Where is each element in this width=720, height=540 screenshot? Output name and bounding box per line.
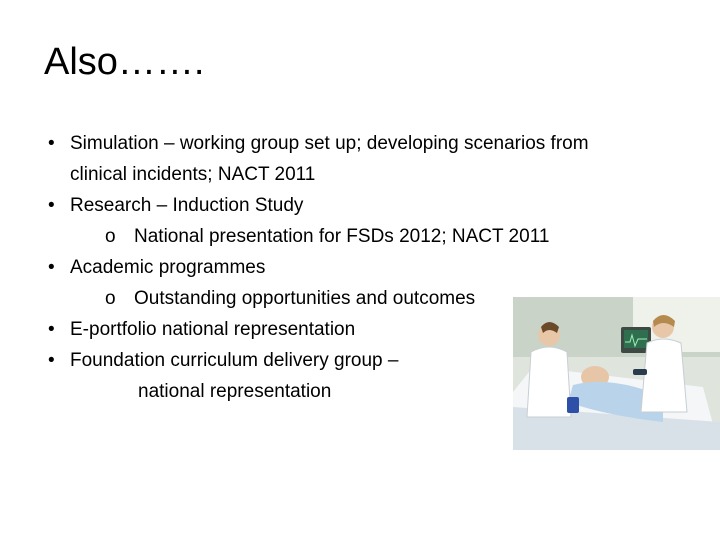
sub-bullet-marker: o [105,288,116,309]
bullet-item-academic [48,252,708,283]
bullet-line: Foundation curriculum delivery group – [70,350,399,371]
bullet-dot: • [48,319,55,340]
bullet-line: clinical incidents; NACT 2011 [70,164,316,185]
bullet-dot: • [48,350,55,371]
bullet-dot: • [48,133,55,154]
clinical-simulation-photo [513,297,720,450]
bullet-line: Academic programmes [70,257,266,278]
bullet-dot: • [48,257,55,278]
bullet-line: E-portfolio national representation [70,319,356,340]
bullet-line: Research – Induction Study [70,195,304,216]
sub-bullet-line: Outstanding opportunities and outcomes [134,288,476,309]
slide-title: Also……. [44,41,205,83]
sub-bullet-marker: o [105,226,116,247]
bullet-item-simulation [48,128,708,190]
bullet-continuation-line: national representation [138,381,332,402]
sub-bullet-item [48,221,708,252]
sub-bullet-line: National presentation for FSDs 2012; NACT 2011 [134,226,550,247]
bullet-line: Simulation – working group set up; developing scenarios from [70,133,589,154]
photo-illustration [513,297,720,450]
bullet-dot: • [48,195,55,216]
bullet-item-research [48,190,708,221]
